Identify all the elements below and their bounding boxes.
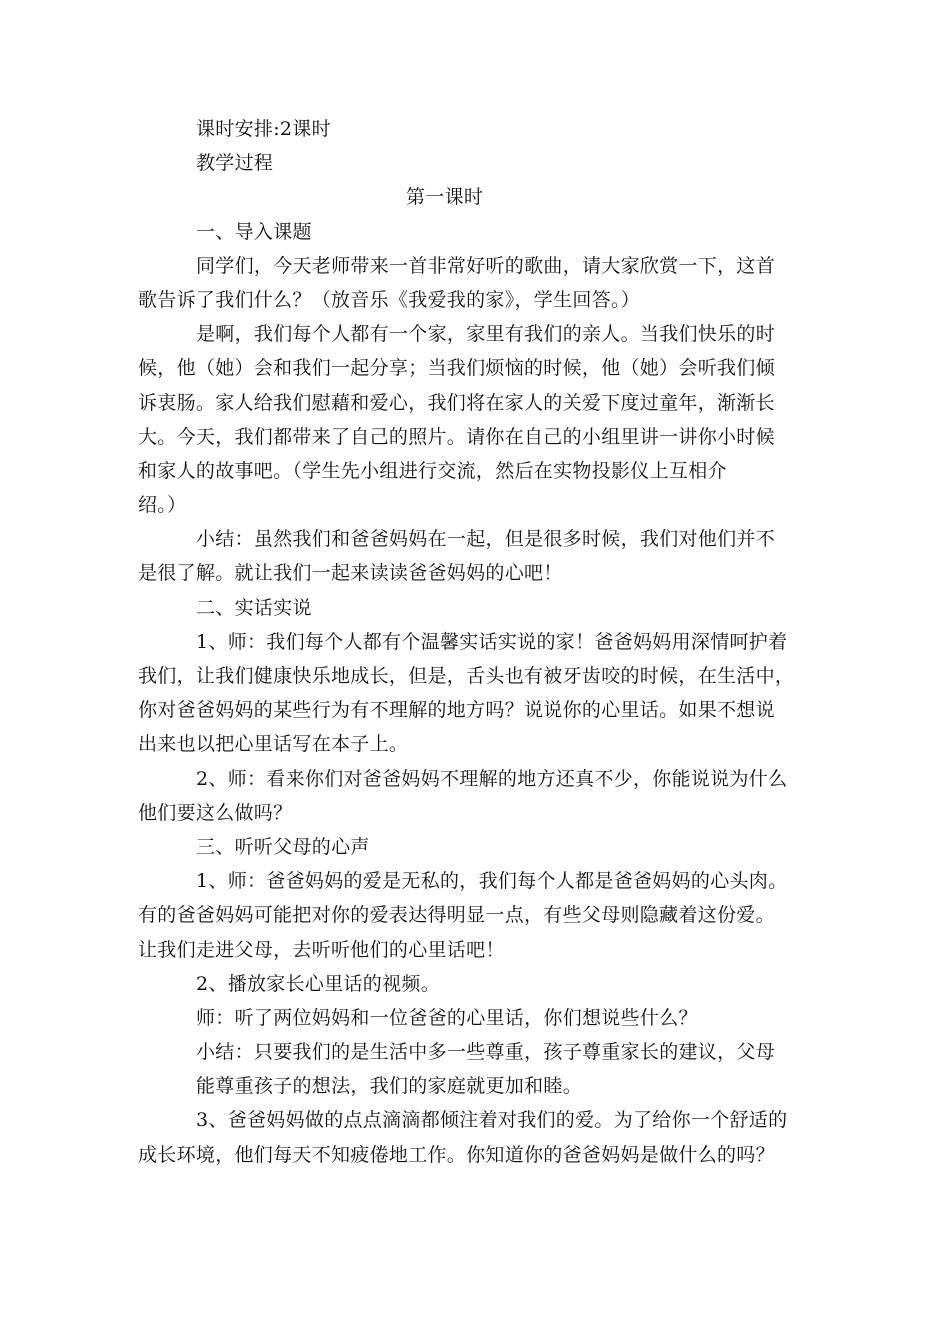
text-line: 有的爸爸妈妈可能把对你的爱表达得明显一点，有些父母则隐藏着这份爱。 [138, 904, 775, 927]
text-line: 能尊重孩子的想法，我们的家庭就更加和睦。 [196, 1075, 583, 1098]
text-line: 小结：只要我们的是生活中多一些尊重，孩子尊重家长的建议，父母 [196, 1041, 776, 1064]
text-line: 让我们走进父母，去听听他们的心里话吧！ [138, 938, 505, 961]
text-line: 和家人的故事吧。（学生先小组进行交流，然后在实物投影仪上互相介 [138, 459, 727, 482]
text-line: 师：听了两位妈妈和一位爸爸的心里话，你们想说些什么？ [196, 1006, 698, 1029]
text-line: 大。今天，我们都带来了自己的照片。请你在自己的小组里讲一讲你小时候 [138, 425, 775, 448]
text-line: 候，他（她）会和我们一起分享；当我们烦恼的时候，他（她）会听我们倾 [138, 357, 775, 380]
text-line: 歌告诉了我们什么？（放音乐《我爱我的家》，学生回答。） [138, 288, 641, 311]
text-line: 同学们，今天老师带来一首非常好听的歌曲，请大家欣赏一下，这首 [196, 254, 776, 277]
text-line: 我们，让我们健康快乐地成长，但是，舌头也有被牙齿咬的时候，在生活中， [138, 665, 795, 687]
text-line: 出来也以把心里话写在本子上。 [138, 733, 409, 756]
text-line: 绍。） [138, 494, 187, 517]
text-line: 3、爸爸妈妈做的点点滴滴都倾注着对我们的爱。为了给你一个舒适的 [196, 1109, 788, 1132]
text-line: 二、实话实说 [196, 596, 312, 619]
text-line: 课时安排:2课时 [196, 118, 331, 140]
text-line: 是啊，我们每个人都有一个家，家里有我们的亲人。当我们快乐的时 [196, 323, 776, 346]
text-line: 小结：虽然我们和爸爸妈妈在一起，但是很多时候，我们对他们并不 [196, 528, 776, 551]
text-line: 2、师：看来你们对爸爸妈妈不理解的地方还真不少，你能说说为什么 [196, 767, 788, 790]
text-line: 2、播放家长心里话的视频。 [196, 972, 440, 995]
text-line: 1、师：爸爸妈妈的爱是无私的，我们每个人都是爸爸妈妈的心头肉。 [196, 870, 788, 893]
text-line: 教学过程 [196, 152, 274, 175]
text-line: 你对爸爸妈妈的某些行为有不理解的地方吗？说说你的心里话。如果不想说 [138, 699, 775, 722]
text-line: 三、听听父母的心声 [196, 835, 370, 858]
text-line: 成长环境，他们每天不知疲倦地工作。你知道你的爸爸妈妈是做什么的吗？ [138, 1143, 775, 1166]
text-line: 一、导入课题 [196, 220, 312, 243]
text-line: 1、师：我们每个人都有个温馨实话实说的家！爸爸妈妈用深情呵护着 [196, 630, 788, 653]
document-page [138, 112, 810, 1172]
section-title: 第一课时 [406, 186, 484, 209]
text-line: 是很了解。就让我们一起来读读爸爸妈妈的心吧！ [138, 562, 563, 585]
text-line: 他们要这么做吗？ [138, 801, 293, 824]
text-line: 诉衷肠。家人给我们慰藉和爱心，我们将在家人的关爱下度过童年，渐渐长 [138, 391, 775, 414]
